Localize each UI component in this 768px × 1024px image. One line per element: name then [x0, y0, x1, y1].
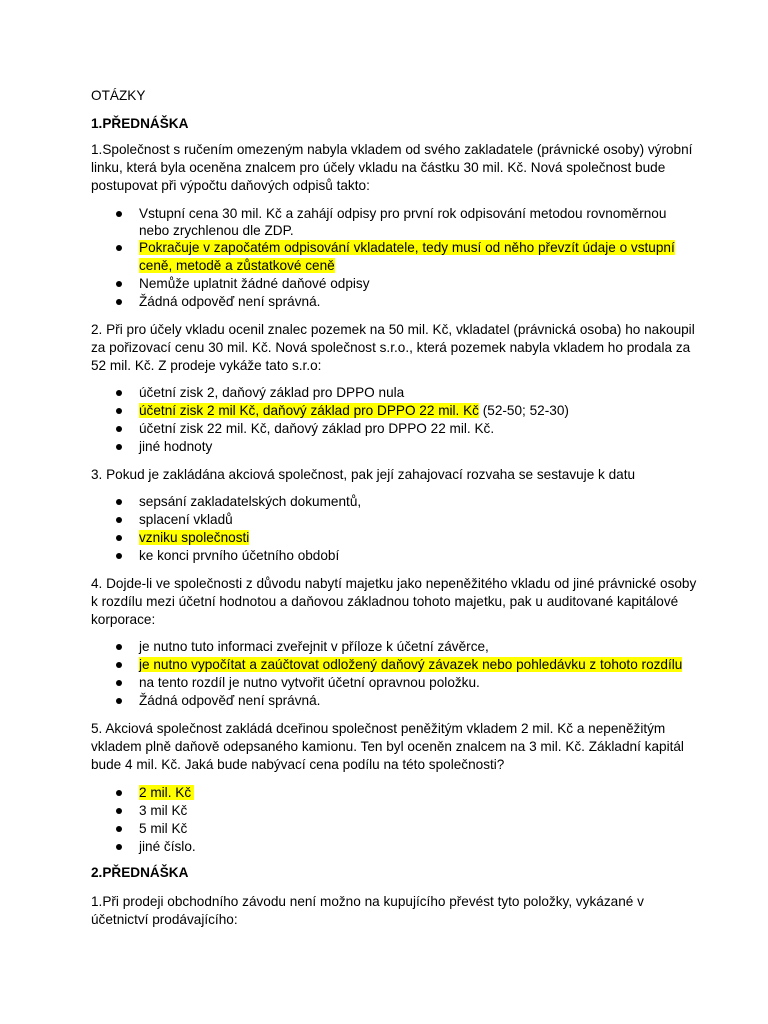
q4-text-line: korporace: — [91, 612, 156, 627]
q1-option-text: Žádná odpověď není správná. — [139, 294, 321, 309]
q5-option-text: 3 mil Kč — [139, 803, 188, 818]
bullet-icon — [116, 790, 122, 796]
bullet-icon — [116, 299, 122, 305]
q3-option-text: ke konci prvního účetního období — [139, 548, 340, 563]
q3-correct-answer-text: vzniku společnosti — [139, 530, 250, 545]
bullet-icon — [116, 644, 122, 650]
q4-text-line: 4. Dojde-li ve společnosti z důvodu nabytí majetku jako nepeněžitého vkladu od jiné právnické osoby — [91, 576, 697, 591]
bullet-icon — [116, 211, 122, 217]
q4-option-text: Žádná odpověď není správná. — [139, 693, 321, 708]
q1-text-line: 1.Společnost s ručením omezeným nabyla vkladem od svého zakladatele (právnické osoby) výrobní — [91, 142, 693, 157]
bullet-icon — [116, 517, 122, 523]
bullet-icon — [116, 390, 122, 396]
q1-option-text: Nemůže uplatnit žádné daňové odpisy — [139, 276, 370, 291]
q1-correct-answer-text: Pokračuje v započatém odpisování vkladatele, tedy musí od něho převzít údaje o vstupní — [139, 240, 675, 255]
q1-correct-answer-text: ceně, metodě a zůstatkové ceně — [139, 258, 335, 273]
bullet-icon — [116, 499, 122, 505]
q5-correct-answer-text: 2 mil. Kč — [139, 785, 194, 800]
q2-text-line: za pořizovací cenu 30 mil. Kč. Nová společnost s.r.o., která pozemek nabyla vkladem ho prodala za — [91, 340, 691, 355]
q5-option-text: 5 mil Kč — [139, 821, 188, 836]
bullet-icon — [116, 444, 122, 450]
bullet-icon — [116, 826, 122, 832]
q2-option-text: účetní zisk 22 mil. Kč, daňový základ pro DPPO 22 mil. Kč. — [139, 421, 495, 436]
q1-text-line: linku, která byla oceněna znalcem pro účely vkladu na částku 30 mil. Kč. Nová společnost bude — [91, 160, 666, 175]
q3-text-line: 3. Pokud je zakládána akciová společnost, pak její zahajovací rozvaha se sestavuje k datu — [91, 467, 636, 482]
q5-option-text: jiné číslo. — [139, 839, 196, 854]
document-title: OTÁZKY — [91, 88, 146, 103]
q5-text-line: 5. Akciová společnost zakládá dceřinou společnost peněžitým vkladem 2 mil. Kč a nepeněžitým — [91, 721, 666, 736]
q4-option-text: je nutno tuto informaci zveřejnit v příloze k účetní závěrce, — [139, 639, 489, 654]
q2-text-line: 52 mil. Kč. Z prodeje vykáže tato s.r.o: — [91, 358, 322, 373]
lecture2-heading: 2.PŘEDNÁŠKA — [91, 865, 189, 880]
q5-text-line: vkladem plně daňově odepsaného kamionu. Ten byl oceněn znalcem na 3 mil. Kč. Základní kapitál — [91, 739, 684, 754]
lecture1-heading: 1.PŘEDNÁŠKA — [91, 116, 189, 131]
bullet-icon — [116, 808, 122, 814]
q4-correct-answer-text: je nutno vypočítat a zaúčtovat odložený daňový závazek nebo pohledávku z tohoto rozdílu — [139, 657, 683, 672]
bullet-icon — [116, 844, 122, 850]
q1-option-text: nebo zrychlenou dle ZDP. — [139, 223, 294, 238]
bullet-icon — [116, 281, 122, 287]
bullet-icon — [116, 662, 122, 668]
q3-option-text: sepsání zakladatelských dokumentů, — [139, 494, 362, 509]
l2-q1-text-line: 1.Při prodeji obchodního závodu není možno na kupujícího převést tyto položky, vykázané v — [91, 894, 644, 909]
q2-calculation-note: (52-50; 52-30) — [478, 403, 569, 418]
bullet-icon — [116, 426, 122, 432]
q3-option-text: splacení vkladů — [139, 512, 233, 527]
bullet-icon — [116, 245, 122, 251]
q2-text-line: 2. Při pro účely vkladu ocenil znalec pozemek na 50 mil. Kč, vkladatel (právnická osoba) ho nakoupil — [91, 322, 695, 337]
q2-option-text: jiné hodnoty — [139, 439, 213, 454]
q1-option-text: Vstupní cena 30 mil. Kč a zahájí odpisy pro první rok odpisování metodou rovnoměrnou — [139, 206, 667, 221]
q1-text-line: postupovat při výpočtu daňových odpisů takto: — [91, 178, 370, 193]
q4-option-text: na tento rozdíl je nutno vytvořit účetní opravnou položku. — [139, 675, 480, 690]
q2-option-text: účetní zisk 2, daňový základ pro DPPO nula — [139, 385, 405, 400]
bullet-icon — [116, 408, 122, 414]
l2-q1-text-line: účetnictví prodávajícího: — [91, 912, 238, 927]
bullet-icon — [116, 535, 122, 541]
bullet-icon — [116, 680, 122, 686]
q4-text-line: k rozdílu mezi účetní hodnotou a daňovou základnou tohoto majetku, pak u auditované kapitálové — [91, 594, 679, 609]
q2-correct-answer-text: účetní zisk 2 mil Kč, daňový základ pro DPPO 22 mil. Kč — [139, 403, 479, 418]
bullet-icon — [116, 553, 122, 559]
bullet-icon — [116, 698, 122, 704]
q5-text-line: bude 4 mil. Kč. Jaká bude nabývací cena podílu na této společnosti? — [91, 757, 505, 772]
